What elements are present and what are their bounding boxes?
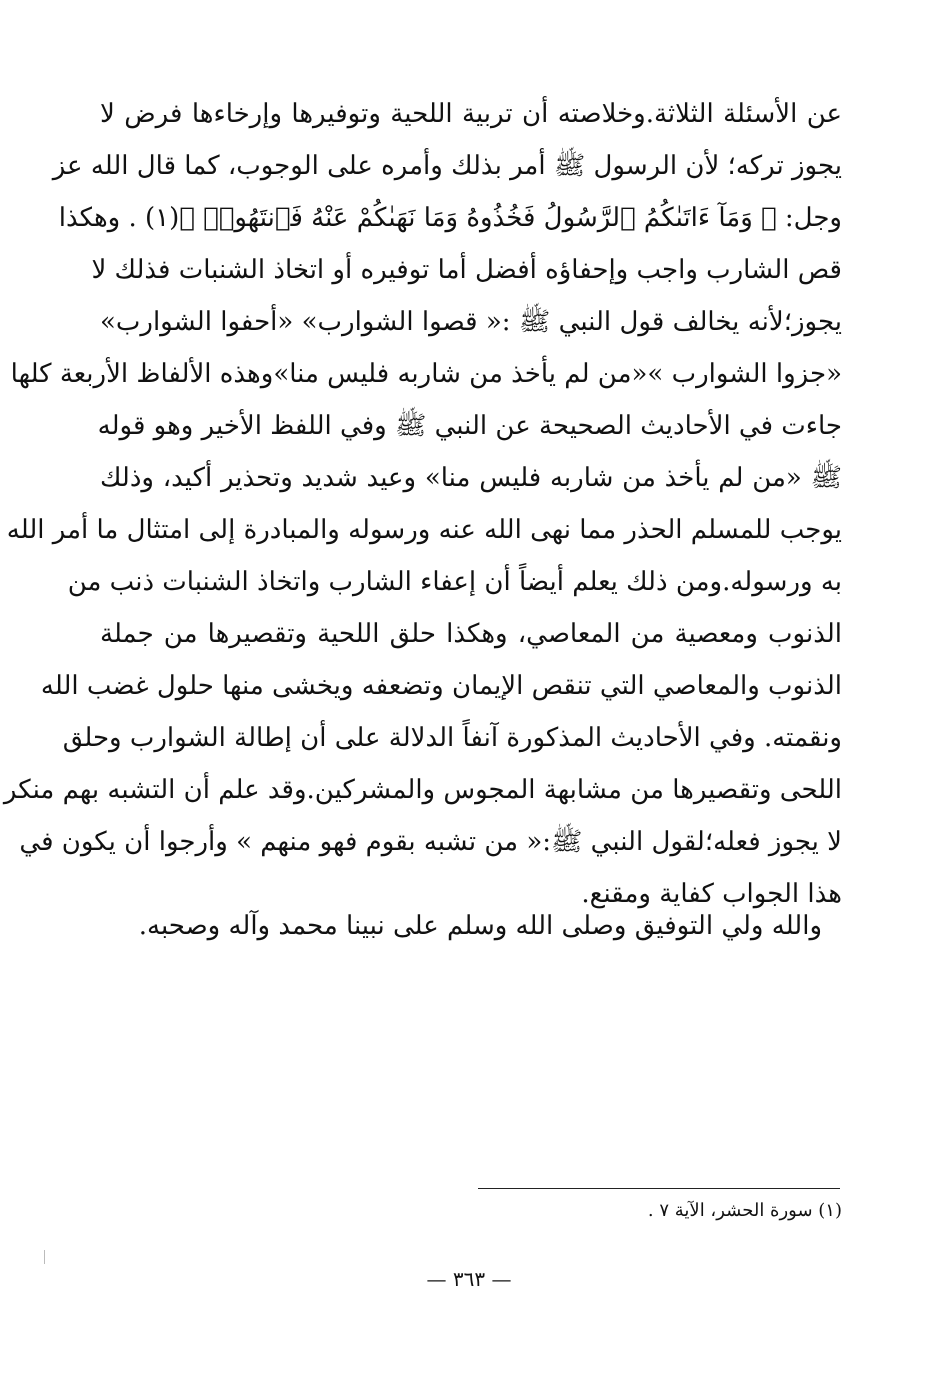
text-line-12: الذنوب والمعاصي التي تنقص الإيمان وتضعفه ويخشى منها حلول غضب الله <box>40 671 842 701</box>
text-line-11: الذنوب ومعصية من المعاصي، وهكذا حلق اللحية وتقصيرها من جملة <box>100 619 842 649</box>
text-line-16: هذا الجواب كفاية ومقنع. <box>581 879 842 909</box>
scan-mark <box>44 1250 45 1264</box>
text-line-7: جاءت في الأحاديث الصحيحة عن النبي ﷺ وفي اللفظ الأخير وهو قوله <box>97 411 842 441</box>
text-line-4: قص الشارب واجب وإحفاؤه أفضل أما توفيره أو اتخاذ الشنبات فذلك لا <box>91 255 842 285</box>
text-line-8: ﷺ «من لم يأخذ من شاربه فليس منا» وعيد شديد وتحذير أكيد، وذلك <box>100 463 842 493</box>
page-number: — ٣٦٣ — <box>426 1267 512 1291</box>
text-line-1: عن الأسئلة الثلاثة.وخلاصته أن تربية اللحية وتوفيرها وإرخاءها فرض لا <box>100 99 842 129</box>
text-line-15: لا يجوز فعله؛لقول النبي ﷺ:« من تشبه بقوم فهو منهم » وأرجوا أن يكون في <box>19 827 842 857</box>
text-line-5: يجوز؛لأنه يخالف قول النبي ﷺ :« قصوا الشوارب» «أحفوا الشوارب» <box>100 307 842 337</box>
footnote: (١) سورة الحشر، الآية ٧ . <box>647 1200 842 1221</box>
text-line-13: ونقمته. وفي الأحاديث المذكورة آنفاً الدلالة على أن إطالة الشوارب وحلق <box>62 723 842 753</box>
text-line-3: وجل: ﴿ وَمَآ ءَاتَىٰكُمُ ٱلرَّسُولُ فَخُذُوهُ وَمَا نَهَىٰكُمْ عَنْهُ فَٱنتَهُوا۟ ﴾(١) . وهكذا <box>58 203 842 233</box>
text-line-10: به ورسوله.ومن ذلك يعلم أيضاً أن إعفاء الشارب واتخاذ الشنبات ذنب من <box>67 567 842 597</box>
text-line-2: يجوز تركه؛ لأن الرسول ﷺ أمر بذلك وأمره على الوجوب، كما قال الله عز <box>52 151 842 181</box>
text-line-14: اللحى وتقصيرها من مشابهة المجوس والمشركين.وقد علم أن التشبه بهم منكر <box>3 775 842 805</box>
footnote-divider <box>478 1188 840 1189</box>
text-line-9: يوجب للمسلم الحذر مما نهى الله عنه ورسوله والمبادرة إلى امتثال ما أمر الله <box>6 515 842 545</box>
main-text <box>3 88 842 920</box>
closing-line: والله ولي التوفيق وصلى الله وسلم على نبينا محمد وآله وصحبه. <box>138 911 822 941</box>
text-line-6: «جزوا الشوارب »«من لم يأخذ من شاربه فليس منا»وهذه الألفاظ الأربعة كلها <box>10 359 842 389</box>
